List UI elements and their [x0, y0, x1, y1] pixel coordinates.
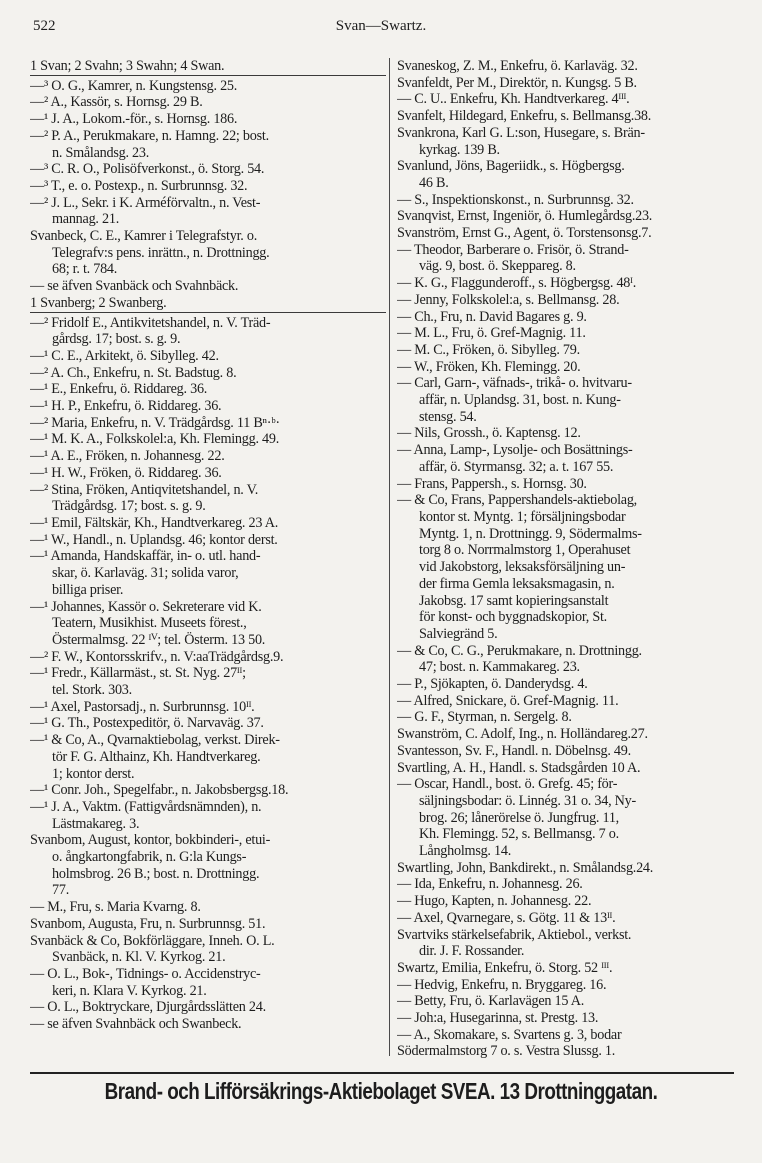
directory-entry-line: mannag. 21.: [52, 211, 119, 228]
directory-entry-line: — P., Sjökapten, ö. Danderydsg. 4.: [397, 676, 588, 693]
directory-entry-line: Svanbom, August, kontor, bokbinderi-, etui-: [30, 832, 271, 849]
directory-entry-line: Svanbäck, n. Kl. V. Kyrkog. 21.: [52, 949, 226, 966]
directory-entry-line: —¹ C. E., Arkitekt, ö. Sibylleg. 42.: [30, 347, 219, 364]
directory-entry-line: —² J. L., Sekr. i K. Arméförvaltn., n. Vest-: [30, 194, 261, 211]
directory-entry-line: Svartviks stärkelsefabrik, Aktiebol., verkst.: [397, 926, 632, 943]
directory-entry-line: gårdsg. 17; bost. s. g. 9.: [52, 331, 181, 348]
directory-entry-line: väg. 9, bost. ö. Skeppareg. 8.: [419, 258, 576, 275]
directory-entry-line: — M. C., Fröken, ö. Sibylleg. 79.: [397, 341, 580, 358]
directory-entry-line: kontor st. Myntg. 1; försäljningsbodar: [419, 508, 626, 525]
directory-entry-line: billiga priser.: [52, 581, 124, 598]
directory-entry-line: — G. F., Styrman, n. Sergelg. 8.: [397, 709, 572, 726]
directory-entry-line: —³ O. G., Kamrer, n. Kungstensg. 25.: [30, 77, 238, 94]
directory-entry-line: stensg. 54.: [419, 408, 477, 425]
directory-entry-line: —² P. A., Perukmakare, n. Hamng. 22; bost.: [30, 127, 269, 144]
directory-entry-line: — C. U.. Enkefru, Kh. Handtverkareg. 4ᴵᴵᴵ.: [397, 91, 630, 108]
left-column: [30, 58, 386, 1033]
directory-entry-line: Svanbom, Augusta, Fru, n. Surbrunnsg. 51.: [30, 915, 266, 932]
directory-entry-line: Svanlund, Jöns, Bageriidk., s. Högbergsg.: [397, 158, 625, 175]
directory-entry-line: Svaneskog, Z. M., Enkefru, ö. Karlaväg. 32.: [397, 58, 638, 74]
directory-entry-line: —¹ A. E., Fröken, n. Johannesg. 22.: [30, 448, 225, 465]
directory-entry-line: —³ T., e. o. Postexp., n. Surbrunnsg. 32.: [30, 177, 248, 194]
directory-entry-line: Teatern, Musikhist. Museets förest.,: [52, 615, 247, 632]
directory-entry-line: Jakobsg. 17 samt kopieringsanstalt: [419, 592, 609, 609]
directory-entry-line: Svanfeldt, Per M., Direktör, n. Kungsg. 5 B.: [397, 74, 637, 91]
directory-entry-line: Svankrona, Karl G. L:son, Husegare, s. Brän-: [397, 124, 645, 141]
section-heading: 1 Svan; 2 Svahn; 3 Swahn; 4 Swan.: [30, 58, 386, 76]
directory-entry-line: — Hedvig, Enkefru, n. Bryggareg. 16.: [397, 976, 607, 993]
directory-entry-line: vid Jakobstorg, leksaksförsäljning un-: [419, 559, 626, 576]
directory-entry-line: — Jenny, Folkskolel:a, s. Bellmansg. 28.: [397, 291, 620, 308]
right-column: [397, 58, 743, 1060]
directory-entry-line: Swanström, C. Adolf, Ing., n. Holländareg.27.: [397, 726, 648, 743]
directory-entry-line: — M. L., Fru, ö. Gref-Magnig. 11.: [397, 325, 586, 342]
directory-entry-line: — Betty, Fru, ö. Karlavägen 15 A.: [397, 993, 585, 1010]
directory-entry-line: tör F. G. Althainz, Kh. Handtverkareg.: [52, 748, 261, 765]
directory-entry-line: Swartz, Emilia, Enkefru, ö. Storg. 52 ᴵᴵᴵ.: [397, 959, 613, 976]
directory-entry-line: — se äfven Svahnbäck och Swanbeck.: [30, 1016, 242, 1033]
directory-entry-line: Svartling, A. H., Handl. s. Stadsgården 10 A.: [397, 759, 641, 776]
directory-entry-line: Södermalmstorg 7 o. s. Vestra Slussg. 1.: [397, 1043, 616, 1060]
directory-entry-line: Lästmakareg. 3.: [52, 815, 140, 832]
directory-entry-line: — A., Skomakare, s. Svartens g. 3, bodar: [397, 1026, 622, 1043]
directory-entry-line: o. ångkartongfabrik, n. G:la Kungs-: [52, 849, 247, 866]
directory-entry-line: — Hugo, Kapten, n. Johannesg. 22.: [397, 893, 592, 910]
directory-entry-line: —² Maria, Enkefru, n. V. Trädgårdsg. 11 Bⁿ·ᵇ·: [30, 414, 280, 431]
directory-entry-line: —² A. Ch., Enkefru, n. St. Badstug. 8.: [30, 364, 237, 381]
directory-entry-line: för konst- och byggnadskopior, St.: [419, 609, 607, 626]
directory-entry-line: — Oscar, Handl., bost. ö. Grefg. 45; för-: [397, 776, 618, 793]
directory-entry-line: Östermalmsg. 22 ᴵⱽ; tel. Österm. 13 50.: [52, 631, 266, 648]
directory-entry-line: 47; bost. n. Kammakareg. 23.: [419, 659, 580, 676]
directory-entry-line: skar, ö. Karlaväg. 31; solida varor,: [52, 565, 239, 582]
directory-entry-line: Telegrafv:s pens. inrättn., n. Drottningg.: [52, 244, 270, 261]
directory-entry-line: Svanbäck & Co, Bokförläggare, Inneh. O. L.: [30, 932, 275, 949]
directory-entry-line: — Theodor, Barberare o. Frisör, ö. Strand-: [397, 241, 629, 258]
directory-entry-line: — W., Fröken, Kh. Flemingg. 20.: [397, 358, 581, 375]
directory-entry-line: säljningsbodar: ö. Linnég. 31 o. 34, Ny-: [419, 792, 636, 809]
directory-entry-line: 1; kontor derst.: [52, 765, 135, 782]
directory-entry-line: —¹ H. W., Fröken, ö. Riddareg. 36.: [30, 464, 222, 481]
directory-entry-line: —¹ H. P., Enkefru, ö. Riddareg. 36.: [30, 398, 222, 415]
directory-entry-line: — se äfven Svanbäck och Svahnbäck.: [30, 278, 239, 295]
footer-advertisement: Brand- och Lifförsäkrings-Aktiebolaget SVEA. 13 Drottninggatan.: [104, 1078, 658, 1104]
directory-entry-line: —¹ Conr. Joh., Spegelfabr., n. Jakobsbergsg.18.: [30, 782, 289, 799]
directory-entry-line: — Frans, Pappersh., s. Hornsg. 30.: [397, 475, 587, 492]
directory-entry-line: Långholmsg. 14.: [419, 843, 512, 860]
directory-entry-line: —¹ W., Handl., n. Uplandsg. 46; kontor derst.: [30, 531, 278, 548]
directory-entry-line: — K. G., Flaggunderoff., s. Högbergsg. 48ᴵ.: [397, 275, 637, 292]
directory-entry-line: Svanqvist, Ernst, Ingeniör, ö. Humlegårdsg.23.: [397, 208, 653, 225]
directory-entry-line: n. Smålandsg. 23.: [52, 144, 150, 161]
directory-entry-line: 77.: [52, 882, 69, 899]
directory-entry-line: Swartling, John, Bankdirekt., n. Smålandsg.24.: [397, 859, 654, 876]
running-head: Svan—Swartz.: [335, 18, 427, 34]
directory-entry-line: —¹ G. Th., Postexpeditör, ö. Narvaväg. 37.: [30, 715, 264, 732]
directory-entry-line: —¹ Johannes, Kassör o. Sekreterare vid K.: [30, 598, 262, 615]
directory-entry-line: —³ C. R. O., Polisöfverkonst., ö. Storg. 54.: [30, 161, 265, 178]
directory-entry-line: — Carl, Garn-, väfnads-, trikå- o. hvitvaru-: [397, 375, 632, 392]
directory-entry-line: —² Fridolf E., Antikvitetshandel, n. V. Träd-: [30, 314, 271, 331]
directory-entry-line: der firma Gemla leksaksmagasin, n.: [419, 575, 615, 592]
directory-entry-line: — Axel, Qvarnegare, s. Götg. 11 & 13ᴵᴵ.: [397, 909, 616, 926]
directory-entry-line: Salviegränd 5.: [419, 625, 498, 642]
directory-entry-line: —¹ M. K. A., Folkskolel:a, Kh. Flemingg. 49.: [30, 431, 280, 448]
directory-entry-line: torg 8 o. Norrmalmstorg 1, Operahuset: [419, 542, 631, 559]
footer-rule: [30, 1072, 734, 1074]
directory-entry-line: affär, n. Uplandsg. 31, bost. n. Kung-: [419, 392, 621, 409]
directory-entry-line: Svantesson, Sv. F., Handl. n. Döbelnsg. 49.: [397, 742, 631, 759]
directory-entry-line: 46 B.: [419, 174, 449, 191]
directory-entry-line: — & Co, Frans, Pappershandels-aktiebolag,: [397, 492, 637, 509]
page-number: 522: [33, 18, 56, 34]
directory-entry-line: —¹ J. A., Vaktm. (Fattigvårdsnämnden), n.: [30, 798, 262, 815]
directory-entry-line: —¹ E., Enkefru, ö. Riddareg. 36.: [30, 381, 208, 398]
directory-entry-line: — S., Inspektionskonst., n. Surbrunnsg. 32.: [397, 191, 634, 208]
directory-entry-line: — & Co, C. G., Perukmakare, n. Drottningg.: [397, 642, 642, 659]
directory-entry-line: — Joh:a, Husegarinna, st. Prestg. 13.: [397, 1010, 599, 1027]
directory-entry-line: holmsbrog. 26 B.; bost. n. Drottningg.: [52, 865, 260, 882]
directory-entry-line: Kh. Flemingg. 52, s. Bellmansg. 7 o.: [419, 826, 619, 843]
directory-entry-line: — Ch., Fru, n. David Bagares g. 9.: [397, 308, 587, 325]
directory-entry-line: dir. J. F. Rossander.: [419, 943, 525, 960]
directory-entry-line: brog. 26; lånerörelse ö. Jungfrug. 11,: [419, 809, 619, 826]
directory-entry-line: —¹ J. A., Lokom.-för., s. Hornsg. 186.: [30, 111, 238, 128]
directory-entry-line: — O. L., Bok-, Tidnings- o. Accidenstryc-: [30, 965, 261, 982]
directory-entry-line: kyrkag. 139 B.: [419, 141, 500, 158]
directory-entry-line: —¹ Axel, Pastorsadj., n. Surbrunnsg. 10ᴵᴵ.: [30, 698, 255, 715]
directory-entry-line: — O. L., Boktryckare, Djurgårdsslätten 24.: [30, 999, 266, 1016]
section-heading: 1 Svanberg; 2 Swanberg.: [30, 295, 386, 313]
column-divider: [389, 58, 390, 1056]
directory-entry-line: keri, n. Klara V. Kyrkog. 21.: [52, 982, 207, 999]
directory-entry-line: —¹ Amanda, Handskaffär, in- o. utl. hand-: [30, 548, 261, 565]
directory-entry-line: tel. Stork. 303.: [52, 682, 132, 699]
directory-entry-line: —² Stina, Fröken, Antiqvitetshandel, n. V.: [30, 481, 259, 498]
directory-entry-line: — Ida, Enkefru, n. Johannesg. 26.: [397, 876, 583, 893]
directory-entry-line: —¹ & Co, A., Qvarnaktiebolag, verkst. Direk-: [30, 732, 280, 749]
directory-entry-line: affär, ö. Styrmansg. 32; a. t. 167 55.: [419, 458, 614, 475]
directory-entry-line: —² A., Kassör, s. Hornsg. 29 B.: [30, 94, 203, 111]
directory-entry-line: Svanbeck, C. E., Kamrer i Telegrafstyr. o.: [30, 228, 258, 245]
directory-entry-line: — Anna, Lamp-, Lysolje- och Bosättnings-: [397, 442, 633, 459]
directory-entry-line: Trädgårdsg. 17; bost. s. g. 9.: [52, 498, 206, 515]
directory-entry-line: —¹ Fredr., Källarmäst., st. St. Nyg. 27ᴵᴵ;: [30, 665, 246, 682]
directory-entry-line: Svanström, Ernst G., Agent, ö. Torstensonsg.7.: [397, 225, 652, 242]
directory-entry-line: — M., Fru, s. Maria Kvarng. 8.: [30, 899, 201, 916]
directory-entry-line: Myntg. 1, n. Drottningg. 9, Södermalms-: [419, 525, 642, 542]
directory-entry-line: — Nils, Grossh., ö. Kaptensg. 12.: [397, 425, 581, 442]
directory-entry-line: —¹ Emil, Fältskär, Kh., Handtverkareg. 23 A.: [30, 514, 279, 531]
directory-entry-line: —² F. W., Kontorsskrifv., n. V:aaTrädgårdsg.9.: [30, 648, 284, 665]
directory-entry-line: Svanfelt, Hildegard, Enkefru, s. Bellmansg.38.: [397, 108, 652, 125]
directory-entry-line: — Alfred, Snickare, ö. Gref-Magnig. 11.: [397, 692, 619, 709]
directory-entry-line: 68; r. t. 784.: [52, 261, 118, 278]
